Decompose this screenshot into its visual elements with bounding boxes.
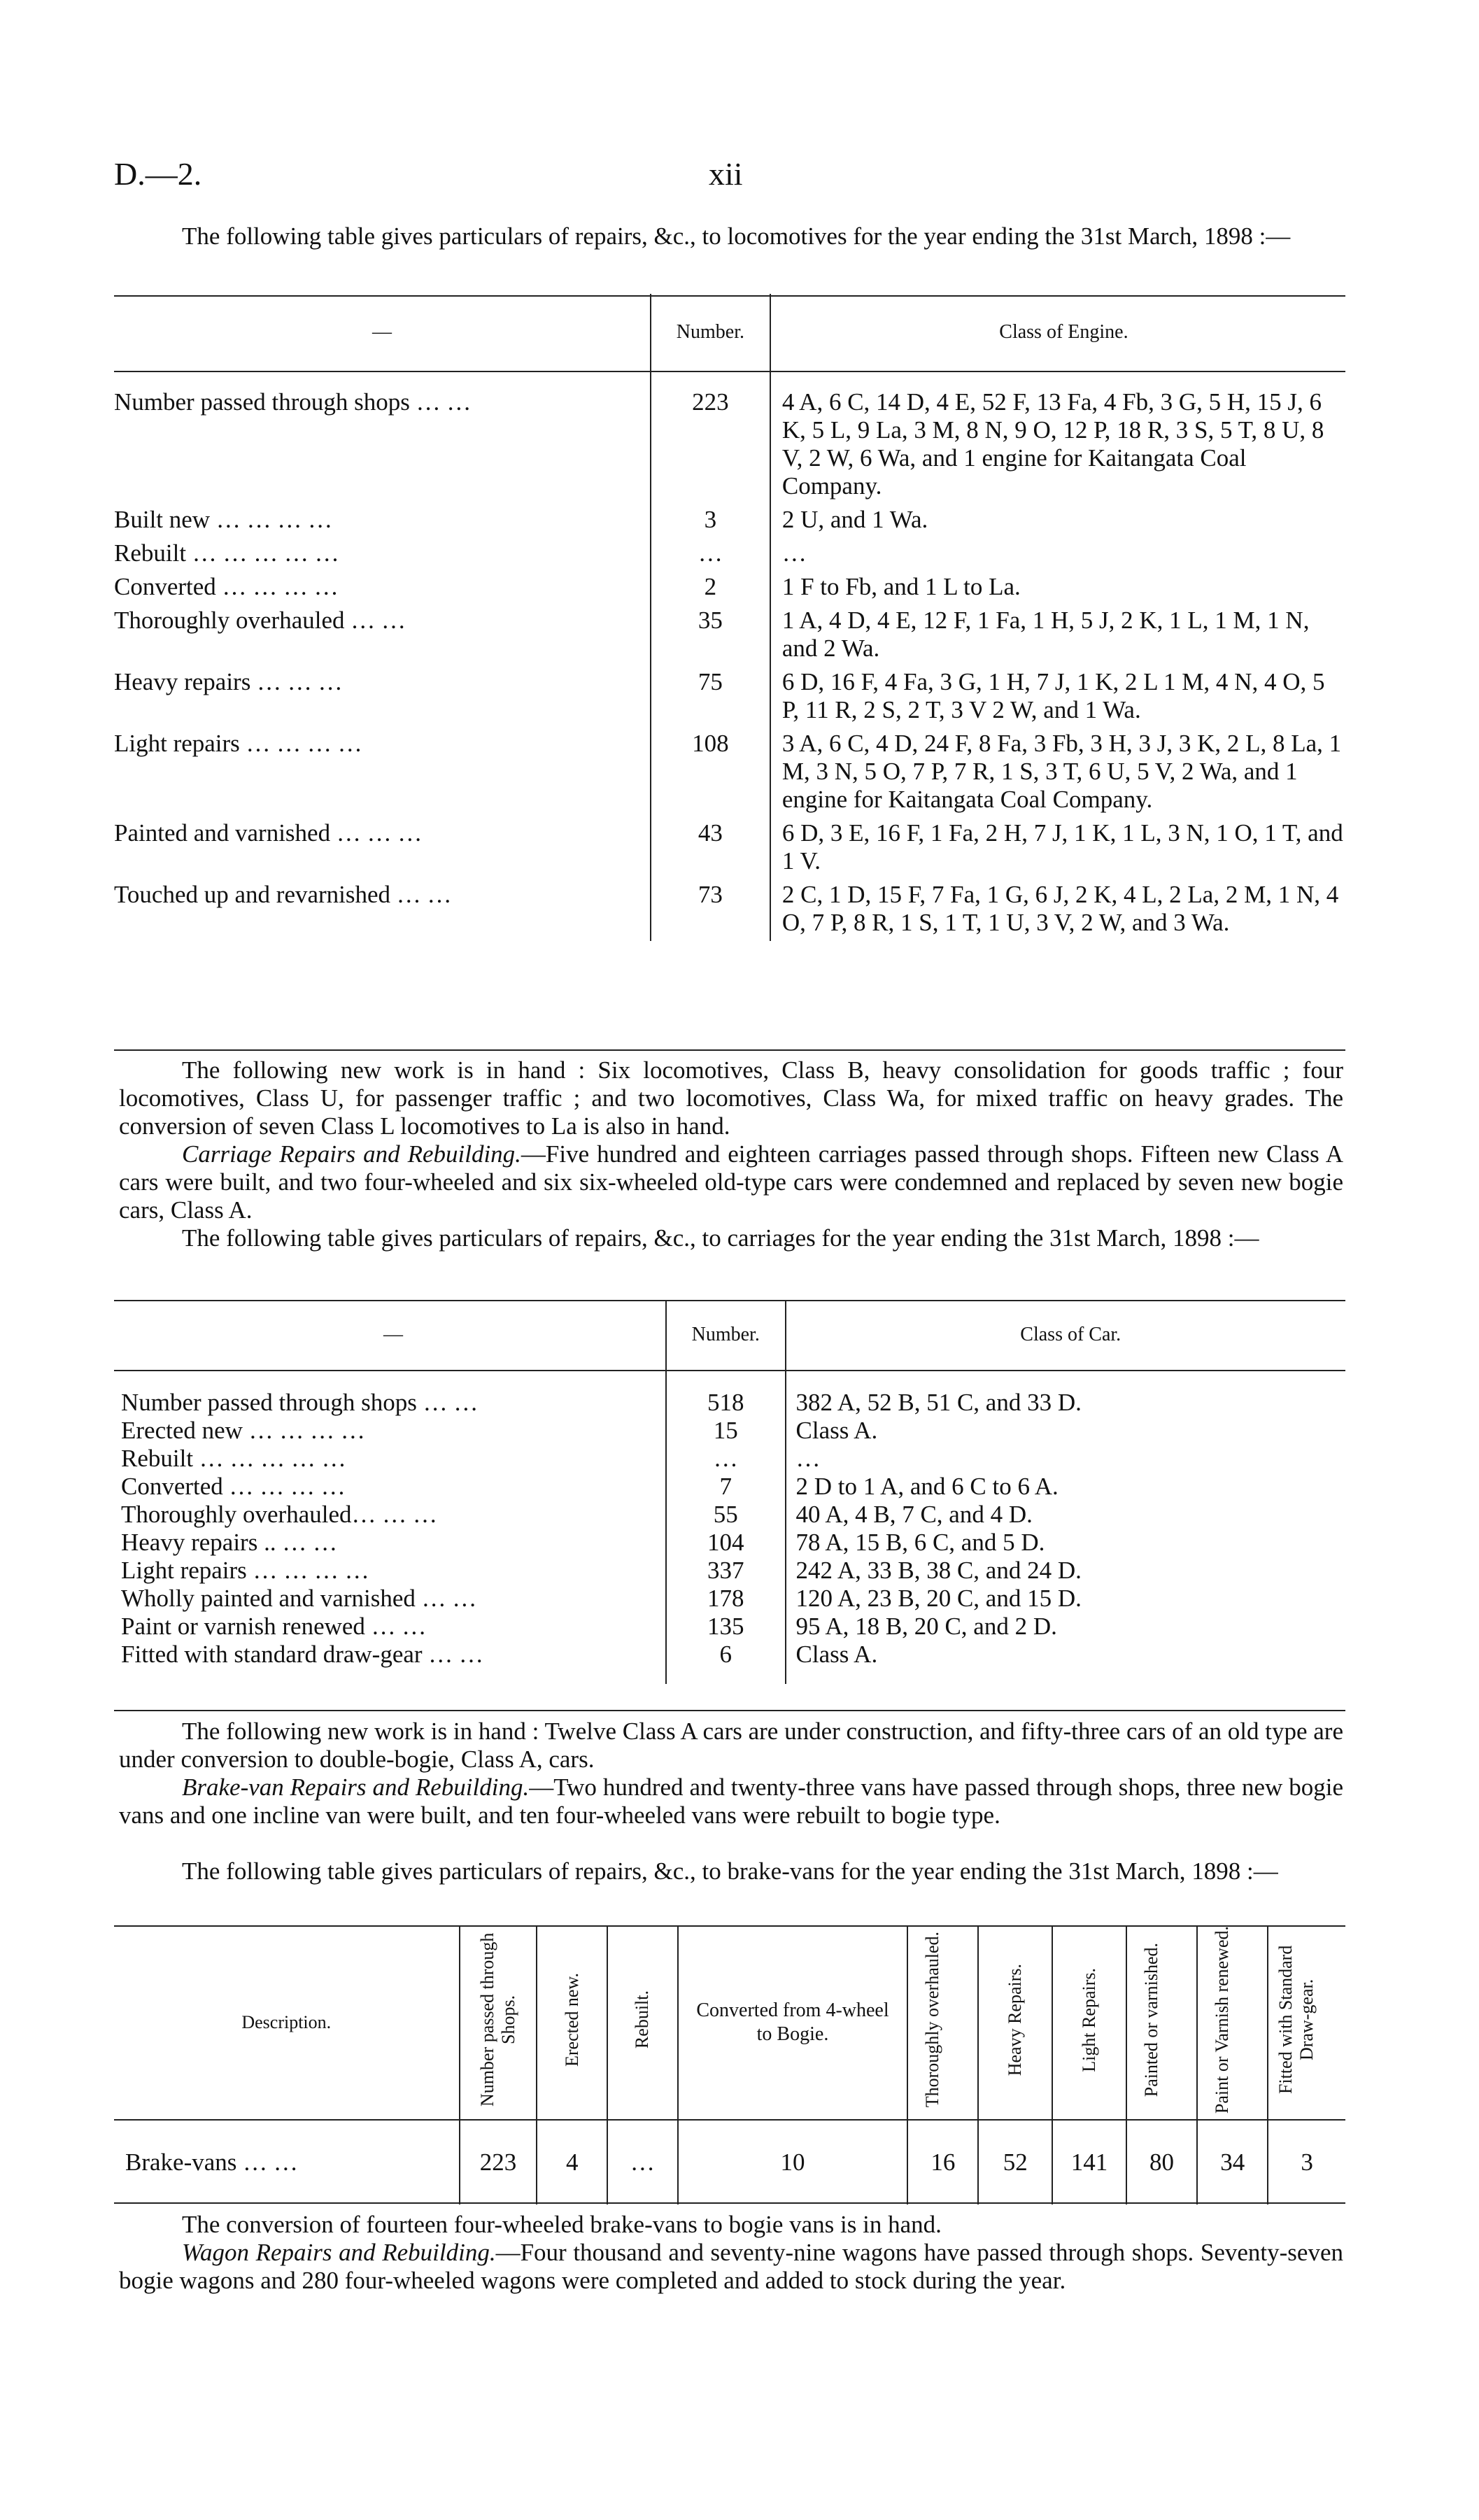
header-text: Rebuilt. <box>632 1990 653 2049</box>
row-number: 35 <box>651 605 770 667</box>
row-label: Paint or varnish renewed … … <box>121 1613 427 1640</box>
row-detail: 2 C, 1 D, 15 F, 7 Fa, 1 G, 6 J, 2 K, 4 L, 2 La, 2 M, 1 N, 4 O, 7 P, 8 R, 1 S, 1 T, 1 U, 3 V, 2 W, and 3 Wa. <box>781 881 1339 936</box>
header-light-repairs <box>1052 1925 1126 2120</box>
row-number: 6 <box>666 1641 786 1669</box>
row-detail: 3 A, 6 C, 4 D, 24 F, 8 Fa, 3 Fb, 3 H, 3 J, 3 K, 2 L, 8 La, 1 M, 3 N, 5 O, 7 P, 7 R, 1 S, 3 T, 6 U, 5 V, 2 Wa, and 1 engine for Kaitangata Coal Company. <box>781 730 1342 813</box>
row-number: 135 <box>666 1613 786 1641</box>
header-text: Thoroughly overhauled. <box>921 1932 942 2108</box>
page-number: xii <box>709 156 743 192</box>
document-reference: D.—2. <box>114 156 202 192</box>
row-label: Wholly painted and varnished … … <box>121 1585 477 1612</box>
table-row <box>114 572 1345 605</box>
wagon-text: —Four thousand and seventy-nine wagons have passed through shops. Seventy-seven bogie wagons and 280 four-wheeled wagons were completed and added to stock during the year. <box>119 2239 1343 2294</box>
row-label: Light repairs … … … … <box>121 1557 369 1584</box>
row-number: … <box>651 538 770 572</box>
table-row <box>114 1529 1345 1557</box>
header-converted: Converted from 4-wheel to Bogie. <box>678 1925 908 2120</box>
row-number: 15 <box>666 1417 786 1445</box>
row-value: … <box>607 2120 678 2204</box>
header-paint-renewed <box>1197 1925 1268 2120</box>
header-text: Painted or varnished. <box>1140 1942 1161 2097</box>
header-description: — <box>383 1324 403 1345</box>
table-header-row <box>114 1925 1345 2120</box>
row-label: Light repairs … … … … <box>114 730 362 757</box>
table-row <box>114 538 1345 572</box>
row-label: Rebuilt … … … … … <box>114 539 339 567</box>
row-number: 43 <box>651 818 770 879</box>
table-row <box>114 1585 1345 1613</box>
row-number: 518 <box>666 1389 786 1417</box>
intro-carriages: The following table gives particulars of repairs, &c., to carriages for the year ending the 31st March, 1898 :— <box>182 1224 1259 1252</box>
carriage-paragraph <box>119 1140 1343 1224</box>
new-work-cars: The following new work is in hand : Twelve Class A cars are under construction, and fifty-three cars of an old type are under conversion to double-bogie, Class A, cars. <box>119 1718 1343 1773</box>
row-detail: 40 A, 4 B, 7 C, and 4 D. <box>795 1501 1033 1528</box>
header-class: Class of Car. <box>1020 1324 1121 1345</box>
row-detail: 6 D, 16 F, 4 Fa, 3 G, 1 H, 7 J, 1 K, 2 L 1 M, 4 N, 4 O, 5 P, 11 R, 2 S, 2 T, 3 V 2 W, and 1 Wa. <box>781 668 1325 723</box>
row-number: 73 <box>651 879 770 941</box>
row-label: Painted and varnished … … … <box>114 819 423 847</box>
new-work-locomotives: The following new work is in hand : Six locomotives, Class B, heavy consolidation for goods traffic ; four locomotives, Class U, for passenger traffic ; and two locomotives, Class Wa, for mixed traffic on heavy grades. The conversion of seven Class L locomotives to La is also in hand. <box>119 1056 1343 1140</box>
row-value: 4 <box>537 2120 607 2204</box>
row-label: Number passed through shops … … <box>121 1389 479 1416</box>
row-label: Thoroughly overhauled… … … <box>121 1501 437 1528</box>
row-detail: Class A. <box>795 1641 878 1668</box>
table-row <box>114 1501 1345 1529</box>
row-label: Thoroughly overhauled … … <box>114 607 406 634</box>
intro-locomotives: The following table gives particulars of repairs, &c., to locomotives for the year ending the 31st March, 1898 :— <box>182 222 1291 250</box>
table-row <box>114 387 1345 504</box>
header-text: Number passed through Shops. <box>476 1932 518 2107</box>
row-detail: 382 A, 52 B, 51 C, and 33 D. <box>795 1389 1082 1416</box>
header-number: Number. <box>666 1300 786 1371</box>
header-description: — <box>371 321 392 343</box>
table-row <box>114 504 1345 538</box>
row-label: Converted … … … … <box>121 1473 346 1500</box>
table-row <box>114 605 1345 667</box>
row-detail: 1 A, 4 D, 4 E, 12 F, 1 Fa, 1 H, 5 J, 2 K, 1 L, 1 M, 1 N, and 2 Wa. <box>781 607 1310 662</box>
wagon-heading: Wagon Repairs and Rebuilding. <box>182 2239 496 2266</box>
header-heavy-repairs <box>978 1925 1052 2120</box>
row-label: Converted … … … … <box>114 573 339 600</box>
table-row <box>114 1613 1345 1641</box>
table-bottom-rule <box>114 2202 1345 2204</box>
row-detail: … <box>781 539 807 567</box>
row-number: … <box>666 1445 786 1473</box>
carriage-text: —Five hundred and eighteen carriages passed through shops. Fifteen new Class A cars were built, and two four-wheeled and six six-wheeled old-type cars were condemned and replaced by seven new bogie cars, Class A. <box>119 1140 1343 1224</box>
brakevan-paragraph <box>119 1774 1343 1829</box>
row-number: 178 <box>666 1585 786 1613</box>
carriages-table <box>114 1300 1345 1684</box>
header-rebuilt <box>607 1925 678 2120</box>
table-row <box>114 1417 1345 1445</box>
row-detail: Class A. <box>795 1417 878 1444</box>
row-label: Touched up and revarnished … … <box>114 881 452 908</box>
table-row <box>114 728 1345 818</box>
header-description: Description. <box>241 2011 332 2032</box>
table-row <box>114 1641 1345 1669</box>
row-label: Brake-vans … … <box>125 2149 298 2176</box>
row-detail: 4 A, 6 C, 14 D, 4 E, 52 F, 13 Fa, 4 Fb, 3 G, 5 H, 15 J, 6 K, 5 L, 9 La, 3 M, 8 N, 9 O, 12 P, 18 R, 3 S, 5 T, 8 U, 8 V, 2 W, 6 Wa, and 1 engine for Kaitangata Coal Company. <box>781 388 1324 500</box>
locomotives-table <box>114 294 1345 941</box>
header-fitted-drawgear <box>1268 1925 1345 2120</box>
intro-brakevans: The following table gives particulars of repairs, &c., to brake-vans for the year ending the 31st March, 1898 :— <box>182 1857 1278 1885</box>
row-detail: 120 A, 23 B, 20 C, and 15 D. <box>795 1585 1082 1612</box>
row-value: 223 <box>460 2120 537 2204</box>
brakevan-heading: Brake-van Repairs and Rebuilding. <box>182 1774 530 1801</box>
table-header-row <box>114 1300 1345 1371</box>
row-label: Number passed through shops … … <box>114 388 472 416</box>
row-label: Heavy repairs .. … … <box>121 1529 338 1556</box>
wagon-paragraph <box>119 2239 1343 2295</box>
row-detail: 78 A, 15 B, 6 C, and 5 D. <box>795 1529 1045 1556</box>
row-detail: … <box>795 1445 821 1472</box>
brakevans-table <box>114 1925 1345 2204</box>
table-row <box>114 2120 1345 2204</box>
row-value: 34 <box>1197 2120 1268 2204</box>
row-value: 80 <box>1126 2120 1197 2204</box>
row-number: 2 <box>651 572 770 605</box>
row-label: Built new … … … … <box>114 506 333 533</box>
header-erected-new <box>537 1925 607 2120</box>
header-thoroughly-overhauled <box>907 1925 978 2120</box>
header-painted <box>1126 1925 1197 2120</box>
row-value: 16 <box>907 2120 978 2204</box>
table-bottom-rule <box>114 1049 1345 1051</box>
row-value: 10 <box>678 2120 908 2204</box>
table-bottom-rule <box>114 1710 1345 1711</box>
table-row <box>114 1473 1345 1501</box>
conversion-paragraph: The conversion of fourteen four-wheeled brake-vans to bogie vans is in hand. <box>182 2211 942 2238</box>
row-number: 75 <box>651 667 770 728</box>
row-label: Heavy repairs … … … <box>114 668 343 695</box>
table-row <box>114 667 1345 728</box>
row-number: 104 <box>666 1529 786 1557</box>
table-row <box>114 879 1345 941</box>
row-number: 7 <box>666 1473 786 1501</box>
row-value: 3 <box>1268 2120 1345 2204</box>
row-label: Erected new … … … … <box>121 1417 365 1444</box>
row-detail: 6 D, 3 E, 16 F, 1 Fa, 2 H, 7 J, 1 K, 1 L, 3 N, 1 O, 1 T, and 1 V. <box>781 819 1343 875</box>
header-text: Erected new. <box>561 1972 582 2067</box>
row-label: Fitted with standard draw-gear … … <box>121 1641 484 1668</box>
table-row <box>114 1445 1345 1473</box>
row-detail: 1 F to Fb, and 1 L to La. <box>781 573 1021 600</box>
row-number: 337 <box>666 1557 786 1585</box>
carriage-heading: Carriage Repairs and Rebuilding. <box>182 1140 521 1168</box>
row-detail: 95 A, 18 B, 20 C, and 2 D. <box>795 1613 1057 1640</box>
header-class: Class of Engine. <box>999 321 1128 343</box>
row-detail: 2 D to 1 A, and 6 C to 6 A. <box>795 1473 1059 1500</box>
table-row <box>114 818 1345 879</box>
header-text: Light Repairs. <box>1078 1967 1099 2072</box>
row-number: 3 <box>651 504 770 538</box>
header-text: Paint or Varnish renewed. <box>1211 1925 1232 2114</box>
row-detail: 242 A, 33 B, 38 C, and 24 D. <box>795 1557 1082 1584</box>
header-text: Heavy Repairs. <box>1005 1963 1026 2076</box>
row-number: 55 <box>666 1501 786 1529</box>
header-passed-through <box>460 1925 537 2120</box>
table-header-row <box>114 294 1345 371</box>
brakevan-text: —Two hundred and twenty-three vans have passed through shops, three new bogie vans and one incline van were built, and ten four-wheeled vans were rebuilt to bogie type. <box>119 1774 1343 1829</box>
row-number: 223 <box>651 387 770 504</box>
row-value: 141 <box>1052 2120 1126 2204</box>
header-number: Number. <box>651 294 770 371</box>
row-value: 52 <box>978 2120 1052 2204</box>
table-row <box>114 1389 1345 1417</box>
table-row <box>114 1557 1345 1585</box>
header-text: Fitted with Standard Draw-gear. <box>1275 1945 1317 2095</box>
row-label: Rebuilt … … … … … <box>121 1445 346 1472</box>
row-number: 108 <box>651 728 770 818</box>
row-detail: 2 U, and 1 Wa. <box>781 506 928 533</box>
